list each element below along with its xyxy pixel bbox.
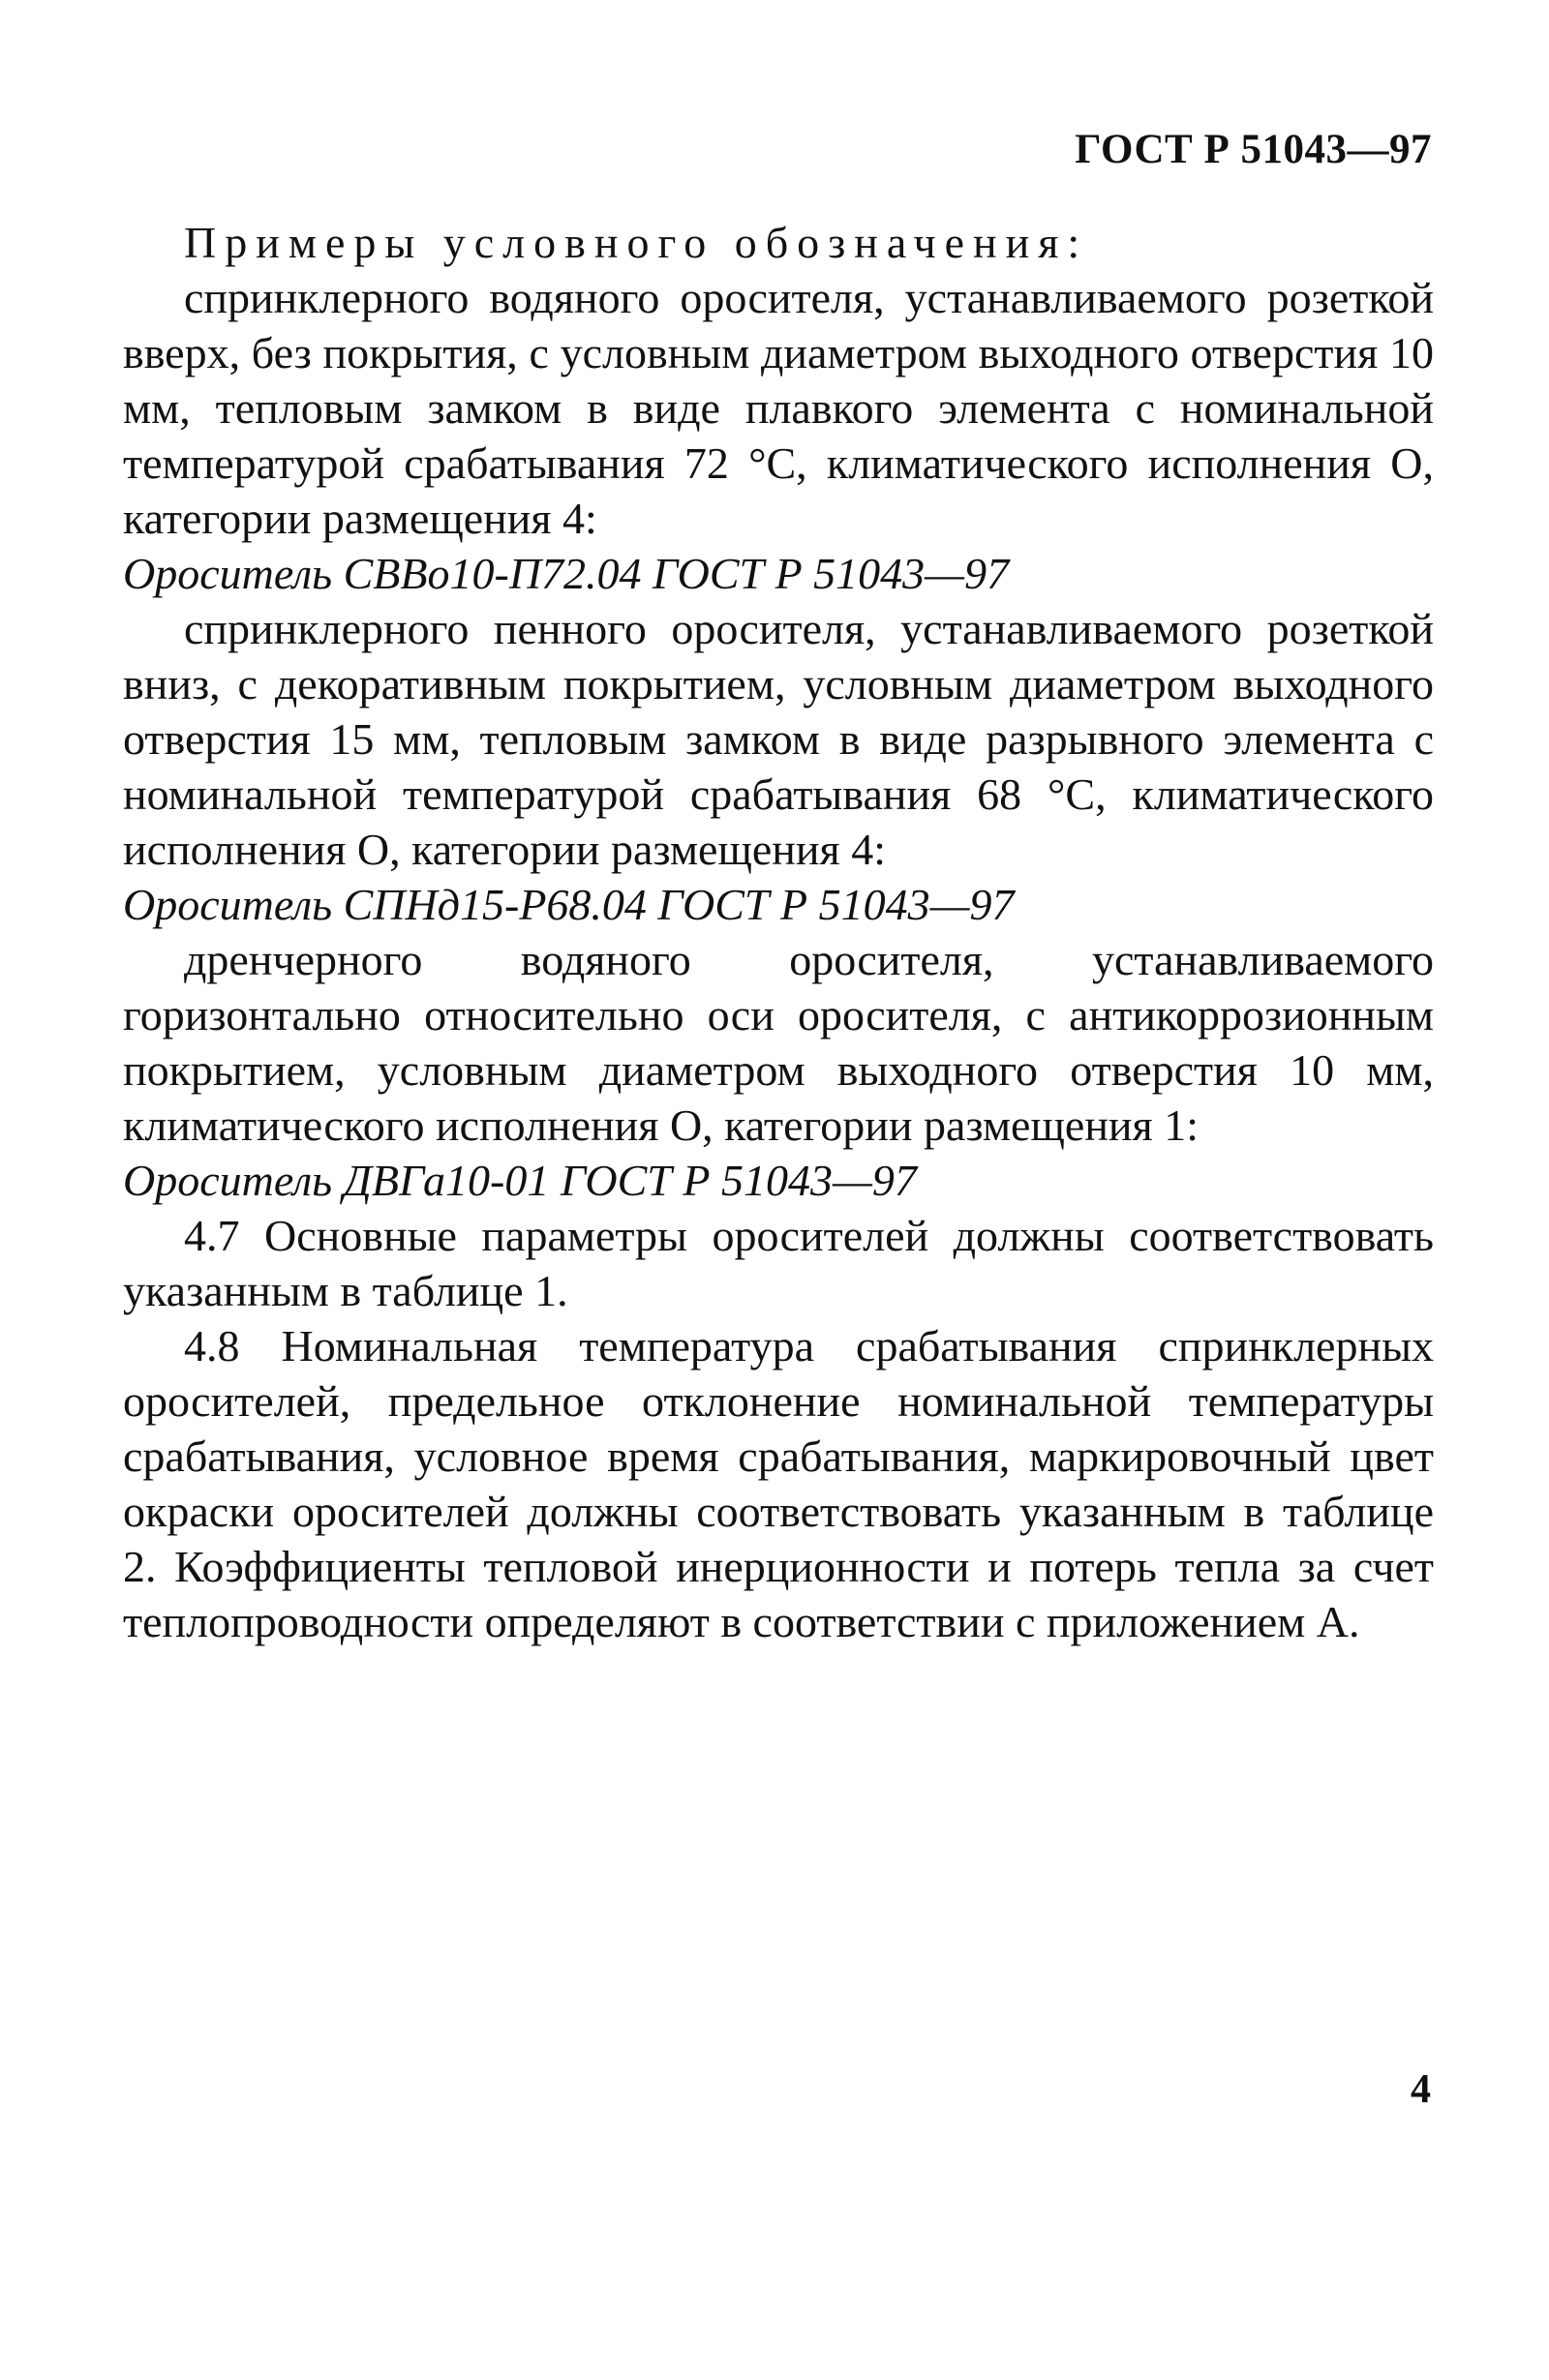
example-3-designation: Ороситель ДВГа10-01 ГОСТ Р 51043—97 [123,1156,917,1205]
page-number: 4 [1411,2067,1431,2112]
example-3-description: дренчерного водяного оросителя, устанавливаемого горизонтально относительно оси оросителя, с антикоррозионным покрытием, условным диаметром выходного отверстия 10 мм, климатического исполнения О, категории размещения 1: [123,935,1434,1150]
examples-heading: Примеры условного обозначения: [184,218,1089,267]
example-2-designation: Ороситель СПНд15-Р68.04 ГОСТ Р 51043—97 [123,880,1015,929]
clause-4-7: 4.7 Основные параметры оросителей должны соответствовать указанным в таблице 1. [123,1211,1434,1315]
example-1-designation: Ороситель СВВо10-П72.04 ГОСТ Р 51043—97 [123,549,1010,598]
document-code-header: ГОСТ Р 51043—97 [1075,127,1432,172]
example-2-description: спринклерного пенного оросителя, устанавливаемого розеткой вниз, с декоративным покрытием, условным диаметром выходного отверстия 15 мм, тепловым замком в виде разрывного элемента с номинальной температурой срабатывания 68 °С, климатического исполнения О, категории размещения 4: [123,604,1434,874]
clause-4-8: 4.8 Номинальная температура срабатывания спринклерных оросителей, предельное отклонение номинальной температуры срабатывания, условное время срабатывания, маркировочный цвет окраски оросителей должны соответствовать указанным в таблице 2. Коэффициенты тепловой инерционности и потерь тепла за счет теплопроводности определяют в соответствии с приложением А. [123,1321,1434,1646]
page-content [123,215,1434,1649]
example-1-description: спринклерного водяного оросителя, устанавливаемого розеткой вверх, без покрытия, с условным диаметром выходного отверстия 10 мм, тепловым замком в виде плавкого элемента с номинальной температурой срабатывания 72 °С, климатического исполнения О, категории размещения 4: [123,273,1434,543]
